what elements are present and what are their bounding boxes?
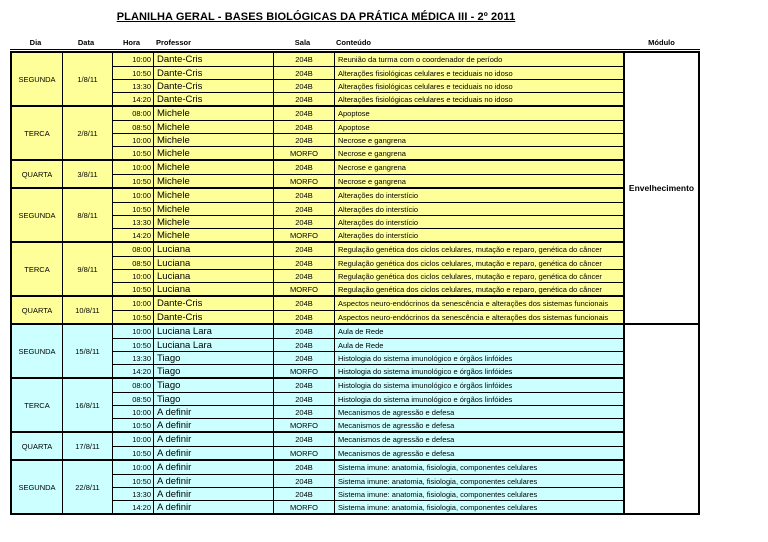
cell-sala: MORFO bbox=[274, 229, 335, 241]
table-row bbox=[113, 351, 623, 364]
cell-professor: A definir bbox=[154, 406, 274, 418]
cell-conteudo: Necrose e gangrena bbox=[338, 176, 406, 186]
cell-hora: 10:00 bbox=[113, 134, 154, 146]
table-row bbox=[113, 379, 623, 392]
cell-conteudo: Aspectos neuro-endócrinos da senescência e alterações dos sistemas funcionais bbox=[338, 299, 609, 308]
table-row bbox=[113, 215, 623, 228]
cell-data: 16/8/11 bbox=[63, 379, 113, 431]
cell-professor: A definir bbox=[154, 433, 274, 446]
cell-conteudo: Sistema imune: anatomia, fisiologia, componentes celulares bbox=[338, 489, 538, 499]
table-row bbox=[113, 269, 623, 282]
cell-professor: Michele bbox=[154, 203, 274, 215]
table-row bbox=[113, 53, 623, 66]
cell-data: 22/8/11 bbox=[63, 461, 113, 513]
schedule-table bbox=[10, 51, 700, 515]
cell-sala: 204B bbox=[274, 53, 335, 66]
cell-hora: 10:50 bbox=[113, 67, 154, 79]
cell-conteudo: Regulação genética dos ciclos celulares, mutação e reparo, genética do câncer bbox=[338, 284, 602, 294]
cell-conteudo: Alterações do interstício bbox=[338, 191, 419, 200]
cell-hora: 13:30 bbox=[113, 216, 154, 228]
cell-sala: 204B bbox=[274, 189, 335, 202]
cell-data: 8/8/11 bbox=[63, 189, 113, 241]
cell-hora: 10:00 bbox=[113, 189, 154, 202]
cell-hora: 14:20 bbox=[113, 365, 154, 377]
cell-sala: 204B bbox=[274, 352, 335, 364]
cell-sala: MORFO bbox=[274, 419, 335, 431]
day-group-rows bbox=[113, 297, 623, 323]
cell-professor: Michele bbox=[154, 161, 274, 174]
table-row bbox=[113, 392, 623, 405]
cell-hora: 10:50 bbox=[113, 339, 154, 351]
cell-sala: 204B bbox=[274, 93, 335, 105]
cell-sala: MORFO bbox=[274, 147, 335, 159]
cell-sala: MORFO bbox=[274, 365, 335, 377]
cell-conteudo: Mecanismos de agressão e defesa bbox=[338, 407, 455, 417]
table-row bbox=[113, 107, 623, 120]
cell-professor: Michele bbox=[154, 107, 274, 120]
cell-professor: A definir bbox=[154, 475, 274, 487]
cell-dia: QUARTA bbox=[12, 161, 63, 187]
cell-sala: 204B bbox=[274, 67, 335, 79]
table-row bbox=[113, 133, 623, 146]
day-group-rows bbox=[113, 53, 623, 105]
cell-professor: Michele bbox=[154, 216, 274, 228]
cell-professor: Tiago bbox=[154, 352, 274, 364]
table-row bbox=[113, 474, 623, 487]
cell-sala: MORFO bbox=[274, 501, 335, 513]
cell-hora: 10:50 bbox=[113, 203, 154, 215]
cell-data: 17/8/11 bbox=[63, 433, 113, 459]
table-row bbox=[113, 120, 623, 133]
cell-hora: 10:50 bbox=[113, 175, 154, 187]
day-group-rows bbox=[113, 243, 623, 295]
day-group bbox=[12, 187, 623, 241]
cell-dia: SEGUNDA bbox=[12, 461, 63, 513]
cell-data: 2/8/11 bbox=[63, 107, 113, 159]
cell-professor: Luciana Lara bbox=[154, 339, 274, 351]
cell-conteudo: Mecanismos de agressão e defesa bbox=[338, 448, 455, 458]
cell-professor: Luciana bbox=[154, 270, 274, 282]
cell-sala: 204B bbox=[274, 325, 335, 338]
table-row bbox=[113, 256, 623, 269]
cell-dia: SEGUNDA bbox=[12, 189, 63, 241]
cell-conteudo: Aula de Rede bbox=[338, 340, 384, 350]
table-row bbox=[113, 487, 623, 500]
cell-conteudo: Necrose e gangrena bbox=[338, 135, 406, 145]
cell-professor: Dante-Cris bbox=[154, 297, 274, 310]
cell-conteudo: Regulação genética dos ciclos celulares, mutação e reparo, genética do câncer bbox=[338, 258, 602, 268]
cell-professor: Michele bbox=[154, 189, 274, 202]
table-row bbox=[113, 189, 623, 202]
cell-professor: Michele bbox=[154, 134, 274, 146]
cell-conteudo: Necrose e gangrena bbox=[338, 148, 406, 158]
cell-professor: Dante-Cris bbox=[154, 80, 274, 92]
cell-conteudo: Histologia do sistema imunológico e órgãos linfóides bbox=[338, 381, 513, 390]
cell-sala: 204B bbox=[274, 433, 335, 446]
cell-hora: 10:50 bbox=[113, 475, 154, 487]
page-title: PLANILHA GERAL - BASES BIOLÓGICAS DA PRÁTICA MÉDICA III - 2º 2011 bbox=[116, 11, 516, 23]
table-row bbox=[113, 364, 623, 377]
cell-hora: 10:00 bbox=[113, 433, 154, 446]
cell-hora: 10:50 bbox=[113, 419, 154, 431]
header-modulo: Módulo bbox=[648, 38, 675, 47]
cell-sala: 204B bbox=[274, 379, 335, 392]
table-row bbox=[113, 461, 623, 474]
cell-hora: 10:00 bbox=[113, 53, 154, 66]
cell-hora: 08:50 bbox=[113, 121, 154, 133]
day-group-rows bbox=[113, 189, 623, 241]
cell-conteudo: Alterações do interstício bbox=[338, 217, 419, 227]
cell-hora: 14:20 bbox=[113, 501, 154, 513]
cell-professor: Tiago bbox=[154, 379, 274, 392]
header-sala: Sala bbox=[294, 38, 311, 47]
cell-hora: 10:50 bbox=[113, 283, 154, 295]
cell-conteudo: Apoptose bbox=[338, 109, 370, 118]
day-group-rows bbox=[113, 461, 623, 513]
cell-sala: 204B bbox=[274, 257, 335, 269]
cell-dia: TERCA bbox=[12, 107, 63, 159]
cell-conteudo: Mecanismos de agressão e defesa bbox=[338, 420, 455, 430]
day-group bbox=[12, 53, 623, 105]
cell-dia: TERCA bbox=[12, 243, 63, 295]
cell-professor: Luciana Lara bbox=[154, 325, 274, 338]
day-group bbox=[12, 241, 623, 295]
cell-hora: 10:00 bbox=[113, 297, 154, 310]
cell-hora: 10:00 bbox=[113, 325, 154, 338]
cell-conteudo: Alterações do interstício bbox=[338, 204, 419, 214]
section-rows bbox=[12, 325, 623, 513]
table-row bbox=[113, 202, 623, 215]
cell-professor: Dante-Cris bbox=[154, 67, 274, 79]
table-row bbox=[113, 446, 623, 459]
cell-conteudo: Alterações fisiológicas celulares e teciduais no idoso bbox=[338, 68, 513, 78]
module-section bbox=[10, 323, 700, 515]
cell-professor: Dante-Cris bbox=[154, 53, 274, 66]
table-row bbox=[113, 433, 623, 446]
cell-hora: 13:30 bbox=[113, 80, 154, 92]
header-hora: Hora bbox=[122, 38, 141, 47]
cell-conteudo: Sistema imune: anatomia, fisiologia, componentes celulares bbox=[338, 463, 538, 472]
cell-sala: 204B bbox=[274, 406, 335, 418]
cell-conteudo: Necrose e gangrena bbox=[338, 163, 406, 172]
cell-professor: Luciana bbox=[154, 243, 274, 256]
module-section bbox=[10, 51, 700, 325]
cell-professor: Tiago bbox=[154, 365, 274, 377]
cell-conteudo: Histologia do sistema imunológico e órgãos linfóides bbox=[338, 353, 513, 363]
cell-hora: 10:50 bbox=[113, 311, 154, 323]
table-row bbox=[113, 282, 623, 295]
table-row bbox=[113, 161, 623, 174]
table-row bbox=[113, 243, 623, 256]
day-group bbox=[12, 159, 623, 187]
cell-conteudo: Alterações fisiológicas celulares e teciduais no idoso bbox=[338, 94, 513, 104]
cell-conteudo: Aspectos neuro-endócrinos da senescência e alterações dos sistemas funcionais bbox=[338, 312, 609, 322]
day-group bbox=[12, 459, 623, 513]
cell-conteudo: Sistema imune: anatomia, fisiologia, componentes celulares bbox=[338, 476, 538, 486]
cell-sala: 204B bbox=[274, 311, 335, 323]
section-rows bbox=[12, 53, 623, 323]
cell-conteudo: Apoptose bbox=[338, 122, 370, 132]
cell-hora: 14:20 bbox=[113, 229, 154, 241]
table-row bbox=[113, 79, 623, 92]
cell-dia: SEGUNDA bbox=[12, 53, 63, 105]
table-row bbox=[113, 405, 623, 418]
cell-sala: 204B bbox=[274, 80, 335, 92]
cell-hora: 10:00 bbox=[113, 270, 154, 282]
cell-hora: 10:00 bbox=[113, 406, 154, 418]
cell-conteudo: Aula de Rede bbox=[338, 327, 384, 336]
cell-sala: 204B bbox=[274, 339, 335, 351]
cell-hora: 14:20 bbox=[113, 93, 154, 105]
cell-hora: 10:00 bbox=[113, 461, 154, 474]
cell-professor: Michele bbox=[154, 175, 274, 187]
cell-professor: Luciana bbox=[154, 283, 274, 295]
cell-professor: Dante-Cris bbox=[154, 311, 274, 323]
cell-conteudo: Regulação genética dos ciclos celulares, mutação e reparo, genética do câncer bbox=[338, 271, 602, 281]
table-row bbox=[113, 338, 623, 351]
cell-professor: A definir bbox=[154, 447, 274, 459]
cell-sala: 204B bbox=[274, 161, 335, 174]
cell-sala: MORFO bbox=[274, 175, 335, 187]
cell-professor: A definir bbox=[154, 488, 274, 500]
cell-conteudo: Histologia do sistema imunológico e órgãos linfóides bbox=[338, 394, 513, 404]
cell-dia: QUARTA bbox=[12, 297, 63, 323]
cell-modulo: Envelhecimento bbox=[623, 53, 698, 323]
day-group-rows bbox=[113, 161, 623, 187]
cell-hora: 08:50 bbox=[113, 393, 154, 405]
table-row bbox=[113, 146, 623, 159]
cell-data: 1/8/11 bbox=[63, 53, 113, 105]
header-dia: Dia bbox=[29, 38, 42, 47]
cell-sala: 204B bbox=[274, 461, 335, 474]
table-row bbox=[113, 228, 623, 241]
table-row bbox=[113, 325, 623, 338]
cell-conteudo: Histologia do sistema imunológico e órgãos linfóides bbox=[338, 366, 513, 376]
cell-dia: QUARTA bbox=[12, 433, 63, 459]
cell-hora: 08:00 bbox=[113, 379, 154, 392]
cell-professor: A definir bbox=[154, 419, 274, 431]
cell-hora: 08:00 bbox=[113, 243, 154, 256]
table-header-row bbox=[10, 38, 700, 50]
cell-hora: 13:30 bbox=[113, 352, 154, 364]
cell-conteudo: Regulação genética dos ciclos celulares, mutação e reparo, genética do câncer bbox=[338, 245, 602, 254]
day-group-rows bbox=[113, 325, 623, 377]
cell-sala: 204B bbox=[274, 488, 335, 500]
cell-sala: 204B bbox=[274, 216, 335, 228]
day-group-rows bbox=[113, 107, 623, 159]
table-row bbox=[113, 174, 623, 187]
cell-sala: 204B bbox=[274, 243, 335, 256]
cell-hora: 08:50 bbox=[113, 257, 154, 269]
cell-sala: 204B bbox=[274, 393, 335, 405]
cell-sala: MORFO bbox=[274, 447, 335, 459]
cell-sala: 204B bbox=[274, 203, 335, 215]
cell-professor: A definir bbox=[154, 461, 274, 474]
cell-sala: 204B bbox=[274, 134, 335, 146]
cell-professor: A definir bbox=[154, 501, 274, 513]
day-group bbox=[12, 431, 623, 459]
day-group-rows bbox=[113, 433, 623, 459]
cell-professor: Luciana bbox=[154, 257, 274, 269]
cell-hora: 10:00 bbox=[113, 161, 154, 174]
cell-sala: MORFO bbox=[274, 283, 335, 295]
cell-sala: 204B bbox=[274, 475, 335, 487]
cell-dia: SEGUNDA bbox=[12, 325, 63, 377]
day-group bbox=[12, 325, 623, 377]
cell-hora: 08:00 bbox=[113, 107, 154, 120]
header-data: Data bbox=[77, 38, 95, 47]
cell-sala: 204B bbox=[274, 270, 335, 282]
table-row bbox=[113, 418, 623, 431]
cell-dia: TERCA bbox=[12, 379, 63, 431]
day-group bbox=[12, 295, 623, 323]
table-row bbox=[113, 500, 623, 513]
cell-sala: 204B bbox=[274, 121, 335, 133]
cell-conteudo: Alterações do interstício bbox=[338, 230, 419, 240]
cell-data: 3/8/11 bbox=[63, 161, 113, 187]
cell-hora: 10:50 bbox=[113, 447, 154, 459]
cell-modulo bbox=[623, 325, 698, 513]
cell-conteudo: Reunião da turma com o coordenador de período bbox=[338, 55, 503, 64]
cell-hora: 13:30 bbox=[113, 488, 154, 500]
cell-data: 10/8/11 bbox=[63, 297, 113, 323]
table-row bbox=[113, 92, 623, 105]
cell-conteudo: Mecanismos de agressão e defesa bbox=[338, 435, 455, 444]
cell-hora: 10:50 bbox=[113, 147, 154, 159]
cell-professor: Michele bbox=[154, 229, 274, 241]
cell-conteudo: Sistema imune: anatomia, fisiologia, componentes celulares bbox=[338, 502, 538, 512]
header-conteudo: Conteúdo bbox=[336, 38, 371, 47]
cell-conteudo: Alterações fisiológicas celulares e teciduais no idoso bbox=[338, 81, 513, 91]
cell-professor: Michele bbox=[154, 147, 274, 159]
table-row bbox=[113, 297, 623, 310]
cell-professor: Tiago bbox=[154, 393, 274, 405]
header-professor: Professor bbox=[156, 38, 192, 47]
day-group bbox=[12, 105, 623, 159]
cell-sala: 204B bbox=[274, 107, 335, 120]
cell-professor: Michele bbox=[154, 121, 274, 133]
cell-sala: 204B bbox=[274, 297, 335, 310]
table-row bbox=[113, 310, 623, 323]
day-group-rows bbox=[113, 379, 623, 431]
day-group bbox=[12, 377, 623, 431]
cell-data: 9/8/11 bbox=[63, 243, 113, 295]
cell-professor: Dante-Cris bbox=[154, 93, 274, 105]
table-row bbox=[113, 66, 623, 79]
cell-data: 15/8/11 bbox=[63, 325, 113, 377]
